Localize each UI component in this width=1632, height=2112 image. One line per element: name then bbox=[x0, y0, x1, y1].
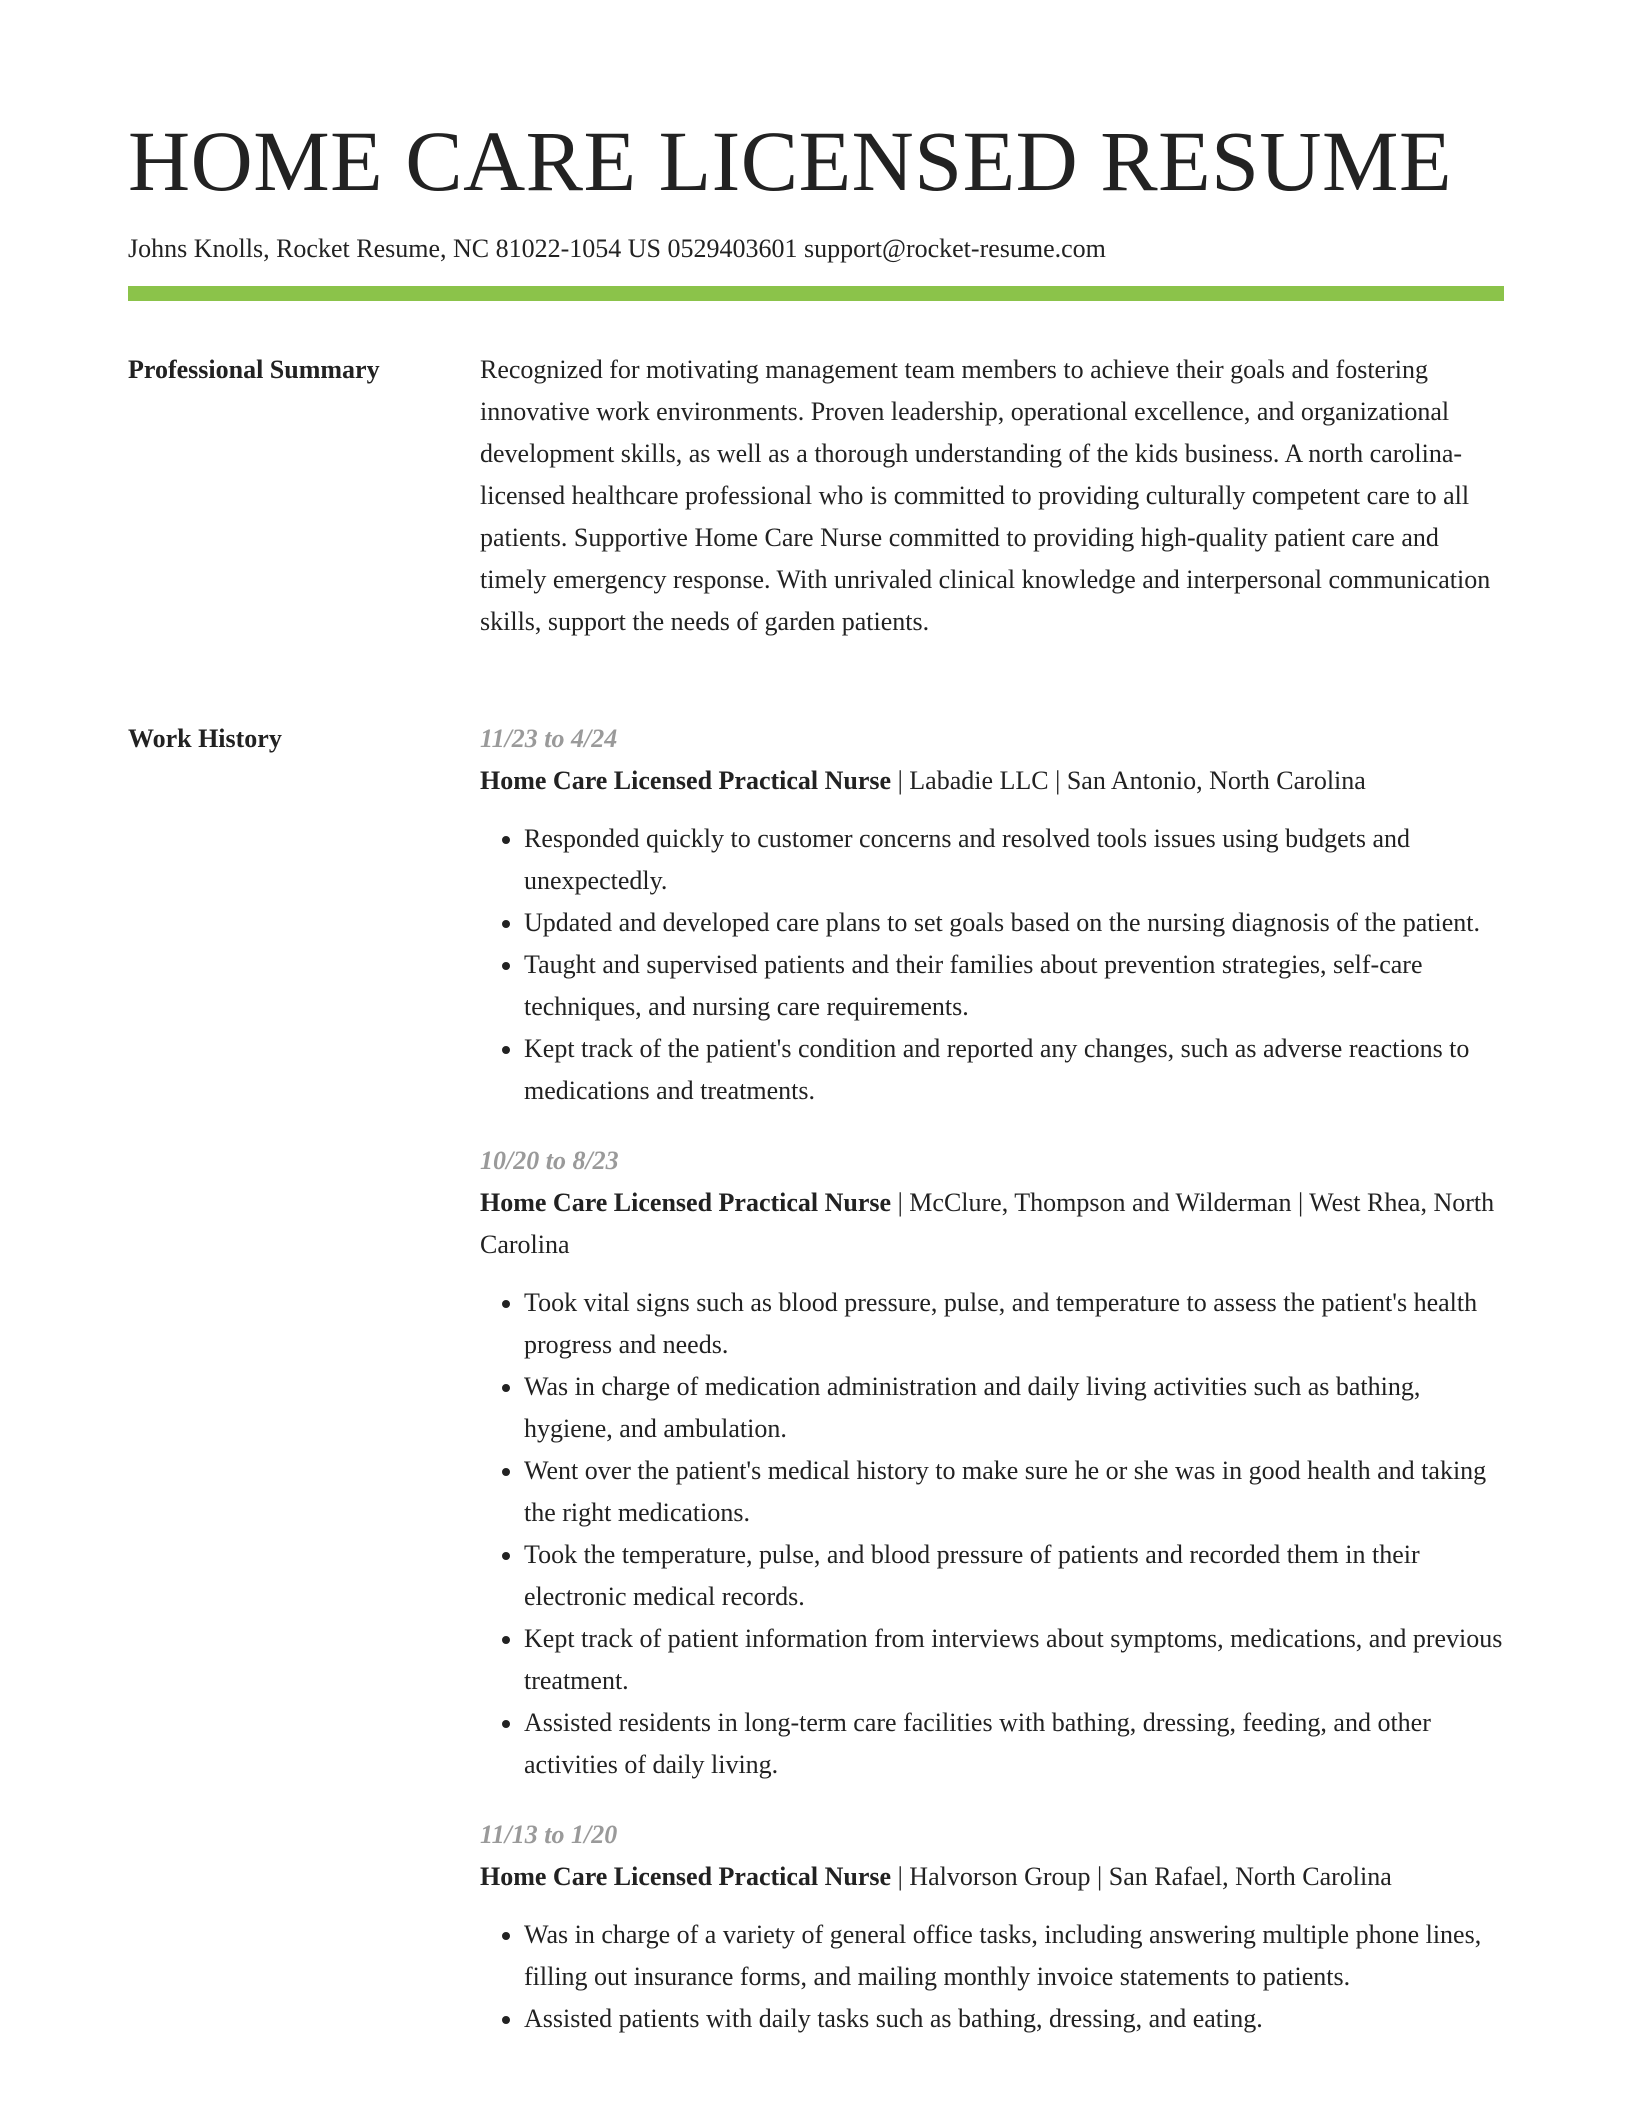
job-duties-list bbox=[480, 1282, 1504, 1786]
job-duty-item: • Assisted patients with daily tasks such as bathing, dressing, and eating. bbox=[524, 1998, 1504, 2040]
job-duty-item: • Responded quickly to customer concerns and resolved tools issues using budgets and unexpectedly. bbox=[524, 818, 1504, 902]
job-title: Home Care Licensed Practical Nurse bbox=[480, 1862, 892, 1891]
job-heading: Home Care Licensed Practical Nurse | Labadie LLC | San Antonio, North Carolina bbox=[480, 766, 1366, 795]
job-duty-item: • Was in charge of a variety of general office tasks, including answering multiple phone lines, filling out insurance forms, and mailing monthly invoice statements to patients. bbox=[524, 1914, 1504, 1998]
job-duty-item: • Taught and supervised patients and their families about prevention strategies, self-care techniques, and nursing care requirements. bbox=[524, 944, 1504, 1028]
job-heading: Home Care Licensed Practical Nurse | Halvorson Group | San Rafael, North Carolina bbox=[480, 1862, 1392, 1891]
job-entry bbox=[480, 1814, 1504, 2040]
summary-body bbox=[480, 349, 1504, 643]
job-employer-location: Labadie LLC | San Antonio, North Carolina bbox=[909, 766, 1366, 795]
section-label-summary: Professional Summary bbox=[128, 355, 380, 384]
job-entry bbox=[480, 1140, 1504, 1786]
job-duty-item: • Took vital signs such as blood pressure, pulse, and temperature to assess the patient's health progress and needs. bbox=[524, 1282, 1504, 1366]
job-duty-item: • Assisted residents in long-term care facilities with bathing, dressing, feeding, and other activities of daily living. bbox=[524, 1702, 1504, 1786]
job-heading: Home Care Licensed Practical Nurse | McClure, Thompson and Wilderman | West Rhea, North Carolina bbox=[480, 1188, 1495, 1259]
job-duty-item: • Kept track of patient information from interviews about symptoms, medications, and previous treatment. bbox=[524, 1618, 1504, 1702]
job-employer-location: Halvorson Group | San Rafael, North Carolina bbox=[909, 1862, 1392, 1891]
job-employer-location: McClure, Thompson and Wilderman | West Rhea, North Carolina bbox=[480, 1188, 1495, 1259]
job-dates: 10/20 to 8/23 bbox=[480, 1146, 619, 1175]
job-duty-item: • Went over the patient's medical history to make sure he or she was in good health and taking the right medications. bbox=[524, 1450, 1504, 1534]
section-label-work-history: Work History bbox=[128, 724, 282, 753]
job-dates: 11/23 to 4/24 bbox=[480, 724, 618, 753]
job-duty-item: • Updated and developed care plans to set goals based on the nursing diagnosis of the patient. bbox=[524, 902, 1504, 944]
resume-title: HOME CARE LICENSED RESUME bbox=[128, 113, 1453, 209]
summary-text: Recognized for motivating management team members to achieve their goals and fostering innovative work environments. Proven leadership, operational excellence, and organizational development skills, as well as a thorough understanding of the kids business. A north carolina-licensed healthcare professional who is committed to providing culturally competent care to all patients. Supportive Home Care Nurse committed to providing high-quality patient care and timely emergency response. With unrivaled clinical knowledge and interpersonal communication skills, support the needs of garden patients. bbox=[480, 355, 1491, 636]
job-dates: 11/13 to 1/20 bbox=[480, 1820, 618, 1849]
job-duties-list bbox=[480, 1914, 1504, 2040]
work-history-body bbox=[480, 718, 1504, 2068]
job-entry bbox=[480, 718, 1504, 1112]
job-duty-item: • Kept track of the patient's condition and reported any changes, such as adverse reactions to medications and treatments. bbox=[524, 1028, 1504, 1112]
job-duty-item: • Took the temperature, pulse, and blood pressure of patients and recorded them in their electronic medical records. bbox=[524, 1534, 1504, 1618]
job-duties-list bbox=[480, 818, 1504, 1112]
job-duty-item: • Was in charge of medication administration and daily living activities such as bathing, hygiene, and ambulation. bbox=[524, 1366, 1504, 1450]
header-divider bbox=[128, 286, 1504, 301]
job-title: Home Care Licensed Practical Nurse bbox=[480, 766, 892, 795]
job-title: Home Care Licensed Practical Nurse bbox=[480, 1188, 892, 1217]
contact-line: Johns Knolls, Rocket Resume, NC 81022-1054 US 0529403601 support@rocket-resume.com bbox=[128, 234, 1106, 263]
